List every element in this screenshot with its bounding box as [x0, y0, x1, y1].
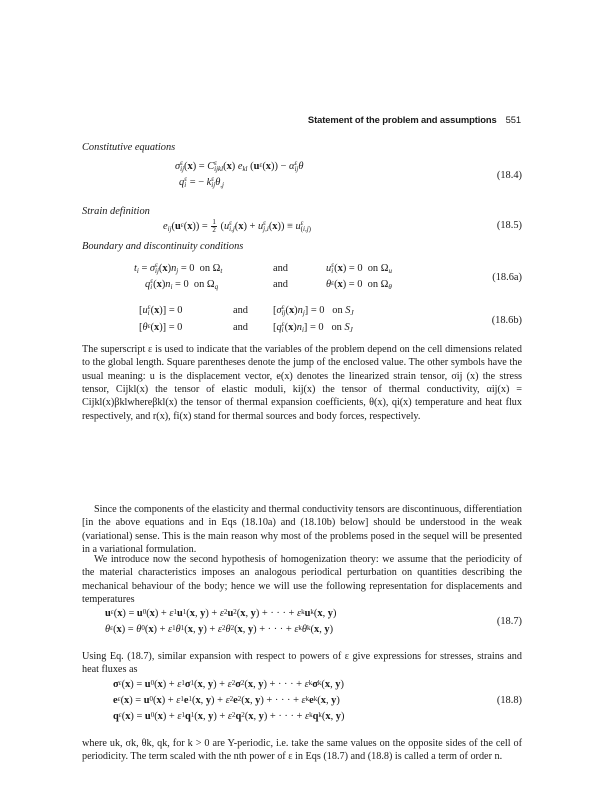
running-head-title: Statement of the problem and assumptions — [307, 114, 497, 125]
equation-number: (18.6b) — [491, 315, 522, 326]
equation-number: (18.5) — [496, 220, 522, 231]
word-on: on — [199, 263, 211, 274]
page-number: 551 — [505, 114, 521, 125]
equation-line: [σ ε ij $(x)n_j] = 0$ on $S_J$ — [273, 303, 354, 317]
paragraph-expansion-intro: Using Eq. (18.7), similar expansion with respect to powers of ε give expressions for stresses, strains and heat fluxes as — [82, 651, 522, 676]
paragraph-weak-sense: Since the components of the elasticity and thermal conductivity tensors are discontinuous, differentiation [in the above equations and in Eqs (18.10a) and (18.10b) below] should be understood in the weak (variational) sense. This is the main reason why most of the problems posed in the sequel will be presented in a variational formulation. — [82, 504, 522, 556]
equation-line: $t_i = \sigma$ ε ij $(x)n_j = 0$ on $\Omega_t$ — [134, 261, 223, 275]
word-and: and — [273, 263, 289, 274]
paragraph-periodicity: where uk, σk, θk, qk, for k > 0 are Y-periodic, i.e. take the same values on the opposite sides of the cell of periodicity. The term scaled with the nth power of ε in Eqs (18.7) and (18.8) is called a term of order n. — [82, 738, 522, 763]
word-and: and — [233, 322, 249, 333]
word-on: on — [193, 279, 205, 290]
equation-line: $q^\varepsilon(x) = u^0(x) + \varepsilon^1q^1(x$, $y) + \varepsilon^2q^2(x$, y) + · · · + $\varepsilon^kq^k(x$, y) — [113, 710, 345, 722]
equation-line: $e^\varepsilon(x) = u^0(x) + \varepsilon^1e^1(x$, $y) + \varepsilon^2e^2(x$, y) + · · · + $\varepsilon^ke^k(x$, y) — [113, 694, 340, 706]
word-on: on — [332, 305, 343, 316]
equation-line: $\theta^\varepsilon(x) = 0$ on $\Omega_\theta$ — [326, 278, 392, 291]
running-head — [308, 113, 521, 126]
equation-18-6b — [82, 304, 522, 338]
equation-number: (18.7) — [496, 616, 522, 627]
equation-number: (18.6a) — [492, 272, 522, 283]
word-on: on — [331, 322, 342, 333]
equation-line: [u ε i (x)] = 0 — [139, 303, 183, 317]
equation-number: (18.8) — [496, 695, 522, 706]
word-on: on — [367, 279, 379, 290]
equation-18-7 — [82, 607, 522, 641]
section-title-constitutive: Constitutive equations — [82, 142, 176, 153]
section-title-strain: Strain definition — [82, 206, 150, 217]
section-title-boundary: Boundary and discontinuity conditions — [82, 241, 244, 252]
equation-line: q ε i = − k ε ij $\theta_{,j}$ — [179, 175, 224, 189]
word-on: on — [367, 263, 379, 274]
equation-line: q ε i $(x)n_i = 0$ on $\Omega_q$ — [145, 277, 219, 291]
paragraph-symbols: The superscript ε is used to indicate that the variables of the problem depend on the cell dimensions related to the global length. Square parentheses denote the jump of the enclosed value. The other symbols have the usual meaning: u is the displacement vector, e(x) denotes the linearized strain tensor, σij (x) the stress tensor, Cijkl(x) the tensor of elastic moduli, kij(x) the tensor of thermal conductivity, αij(x) = Cijkl(x)βklwhereβkl(x) the tensor of thermal expansion coefficients, θ(x), qi(x) temperature and heat flux respectively, and r(x), fi(x) stand for thermal sources and body forces, respectively. — [82, 344, 522, 422]
equation-line: $[\theta^\varepsilon(x)] = 0$ — [139, 321, 183, 333]
equation-line: $\theta^\varepsilon(x) = \theta^0(x) + \varepsilon^1\theta^1(x$, $y) + \varepsilon^2\theta^2(x$, y) + · · · + $\varepsilon^k\theta^k(x$, y) — [105, 623, 334, 635]
equation-line: u ε i (x) = 0 on $\Omega_u$ — [326, 261, 392, 275]
word-and: and — [233, 305, 249, 316]
equation-number: (18.4) — [496, 170, 522, 181]
equation-line: $\sigma^\varepsilon(x) = u^0(x) + \varepsilon^1\sigma^1(x$, $y) + \varepsilon^2\sigma^2(x$, y) + · · · + $\varepsilon^k\sigma^k(x$, y) — [113, 678, 344, 690]
word-and: and — [273, 279, 289, 290]
equation-18-8 — [82, 678, 522, 730]
equation-line: $e_{ij}(u^\varepsilon(x))$ = $\frac{1}{2}$ (u ε i,j (x) + u ε j,i (x)) ≡ u ε (i,j) — [163, 218, 311, 234]
equation-18-4 — [82, 160, 522, 194]
equation-line: $u^\varepsilon(x) = u^0(x) + \varepsilon^1u^1(x$, $y) + \varepsilon^2u^2(x$, y) + · · · + $\varepsilon^ku^k(x$, y) — [105, 607, 337, 619]
equation-18-5 — [82, 219, 522, 237]
paragraph-second-hypothesis: We introduce now the second hypothesis of homogenization theory: we assume that the periodicity of the material characteristics imposes an analogous periodical perturbation on quantities describing the mechanical behaviour of the body; hence we will use the following representation for displacements and temperatures — [82, 554, 522, 606]
equation-line: σ ε ij (x) = C ε ijkl (x) $e_{kl}$ $(u^\varepsilon(x)) - \alpha$ ε ij θ — [175, 159, 304, 173]
equation-18-6a — [82, 262, 522, 294]
equation-line: [q ε i $(x)n_i] = 0$ on $S_J$ — [273, 320, 353, 334]
